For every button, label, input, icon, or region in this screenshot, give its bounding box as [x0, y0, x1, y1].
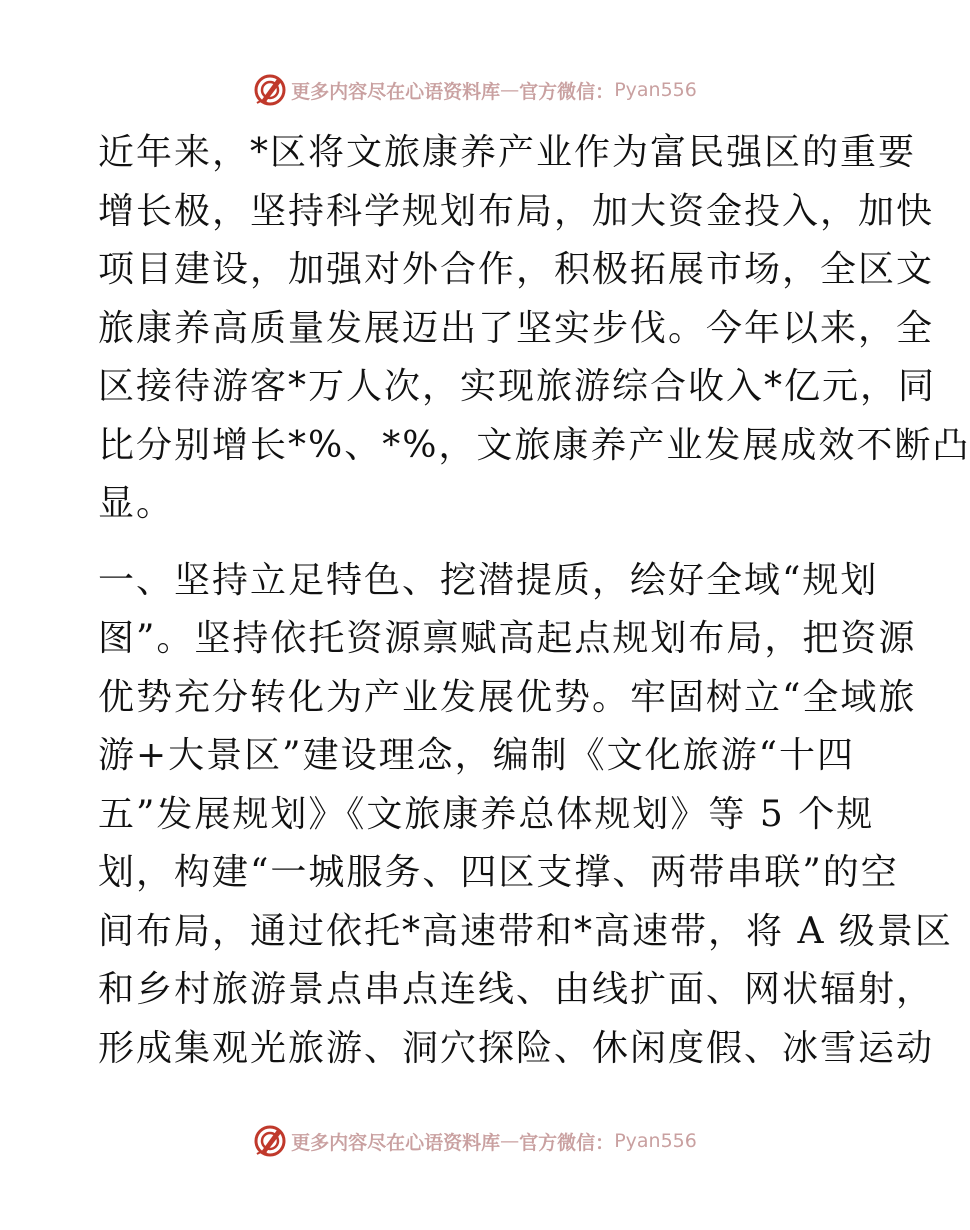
text-line: 间布局，通过依托*高速带和*高速带，将 A 级景区	[98, 910, 953, 952]
text-line: 图”。坚持依托资源禀赋高起点规划布局，把资源	[98, 618, 917, 659]
text-line: 比分别增长*%、*%，文旅康养产业发展成效不断凸	[98, 424, 970, 466]
banner-dash: —	[500, 79, 520, 101]
paragraph-section-one	[98, 552, 953, 1079]
brand-logo-icon	[253, 1124, 287, 1158]
banner-brand-text: 更多内容尽在心语资料库	[291, 1131, 501, 1154]
text-line: 五”发展规划》《文旅康养总体规划》等 5 个规	[98, 793, 875, 835]
text-line: 区接待游客*万人次，实现旅游综合收入*亿元，同	[98, 366, 937, 407]
text-line: 项目建设，加强对外合作，积极拓展市场，全区文	[98, 249, 935, 290]
banner-wechat-id: Pyan556	[614, 79, 697, 101]
text-line: 近年来，*区将文旅康养产业作为富民强区的重要	[98, 132, 917, 173]
paragraph-intro	[98, 124, 970, 534]
header-watermark-banner	[0, 70, 950, 110]
text-line: 游+大景区”建设理念，编制《文化旅游“十四	[98, 735, 855, 776]
banner-official-label: 官方微信：	[519, 1131, 615, 1154]
banner-official-label: 官方微信：	[519, 80, 615, 103]
banner-dash: —	[500, 1130, 520, 1152]
document-body	[98, 124, 970, 1078]
paragraph-spacer	[98, 534, 858, 552]
text-line: 和乡村旅游景点串点连线、由线扩面、网状辐射，	[98, 969, 935, 1010]
banner-brand-text: 更多内容尽在心语资料库	[291, 80, 501, 103]
text-line: 增长极，坚持科学规划布局，加大资金投入，加快	[98, 190, 935, 232]
text-line: 优势充分转化为产业发展优势。牢固树立“全域旅	[98, 676, 917, 718]
text-line: 旅康养高质量发展迈出了坚实步伐。今年以来，全	[98, 307, 935, 349]
brand-logo-icon	[253, 73, 287, 107]
text-line: 形成集观光旅游、洞穴探险、休闲度假、冰雪运动	[98, 1027, 935, 1069]
text-line: 划，构建“一城服务、四区支撑、两带串联”的空	[98, 852, 899, 893]
banner-wechat-id: Pyan556	[614, 1130, 697, 1152]
text-line: 一、坚持立足特色、挖潜提质，绘好全域“规划	[98, 559, 879, 601]
footer-watermark-banner	[0, 1121, 950, 1161]
text-line: 显。	[98, 483, 175, 524]
